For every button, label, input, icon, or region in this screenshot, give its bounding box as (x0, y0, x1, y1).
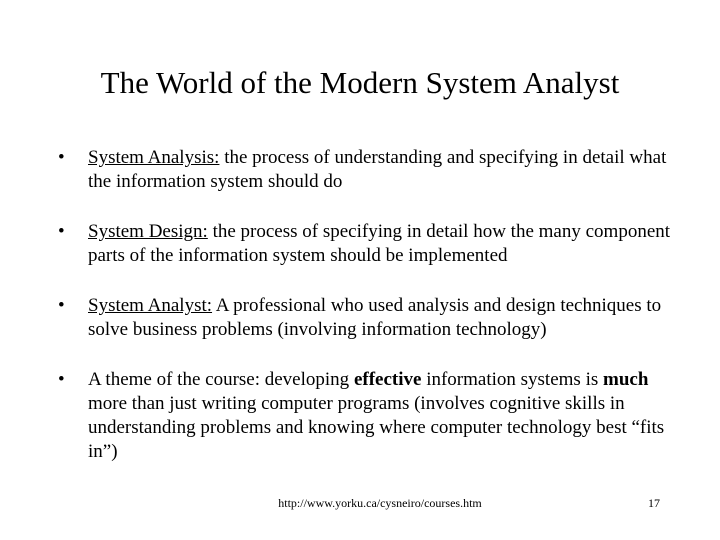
definition-system-design: the process of specifying in detail how the many component parts of the information system should be implemented (88, 221, 671, 266)
course-theme-text-a: A theme of the course: developing (88, 369, 354, 390)
bullet-item-course-theme (56, 368, 676, 464)
definition-system-analysis: the process of understanding and specifying in detail what the information system should do (88, 147, 667, 192)
bullet-icon: • (58, 295, 65, 316)
footer-url: http://www.yorku.ca/cysneiro/courses.htm (278, 496, 482, 510)
term-system-analysis: System Analysis: (88, 147, 220, 168)
course-theme-bold-effective: effective (353, 369, 422, 390)
definition-system-analyst: A professional who used analysis and design techniques to solve business problems (involving information technology) (88, 295, 662, 340)
bullet-item-system-analysis (56, 146, 676, 194)
course-theme-text-c: more than just writing computer programs (involves cognitive skills in understanding problems and knowing where computer technology best “fits in”) (88, 393, 665, 462)
course-theme-text-b: information systems is (421, 369, 603, 390)
bullet-list (56, 146, 676, 464)
course-theme-bold-much: much (603, 369, 649, 390)
bullet-item-system-design (56, 220, 676, 268)
bullet-icon: • (58, 221, 65, 242)
term-system-design: System Design: (88, 221, 208, 242)
bullet-icon: • (58, 147, 65, 168)
slide-title: The World of the Modern System Analyst (100, 65, 620, 100)
bullet-icon: • (58, 369, 65, 390)
page-number: 17 (648, 496, 660, 510)
term-system-analyst: System Analyst: (88, 295, 213, 316)
bullet-item-system-analyst (56, 294, 676, 342)
